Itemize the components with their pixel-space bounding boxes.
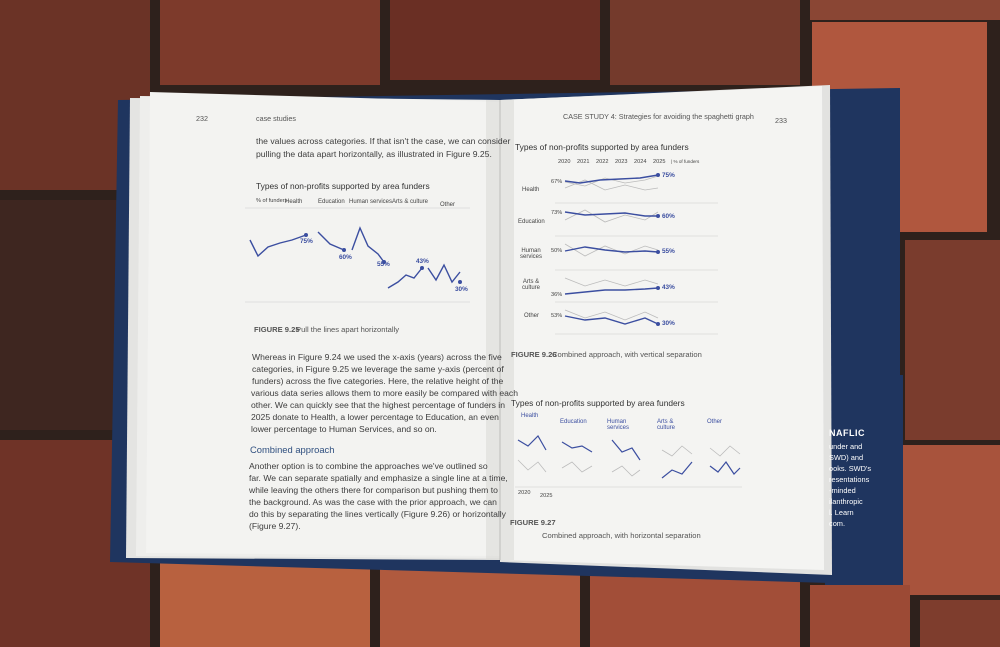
row-start-value: 36% xyxy=(551,292,563,298)
paragraph-line: while leaving the others there for comparison but pushing them to xyxy=(249,485,498,495)
y-axis-header: % of funders xyxy=(256,198,288,204)
paragraph-line: categories, in Figure 9.25 we leverage the same y-axis (percent of xyxy=(252,364,504,374)
cover-line: ilanthropic xyxy=(829,497,863,506)
category-label: Other xyxy=(440,202,456,208)
figure-925-caption: Pull the lines apart horizontally xyxy=(296,325,399,334)
paragraph-line: the background. As was the case with the prior approach, we can xyxy=(249,497,497,507)
value-label: 55% xyxy=(377,261,390,268)
row-end-value: 75% xyxy=(662,172,675,179)
paragraph-line: funders) across the five categories. Here, the relative height of the xyxy=(252,376,504,386)
figure-927-number: FIGURE 9.27 xyxy=(510,518,556,527)
paragraph-line: (Figure 9.27). xyxy=(249,521,301,531)
row-end-value: 60% xyxy=(662,213,675,220)
row-end-value: 43% xyxy=(662,284,675,291)
year-label: 2021 xyxy=(577,159,590,165)
category-label: Education xyxy=(560,419,587,425)
left-page-number: 232 xyxy=(196,114,208,123)
x-tick-label: 2020 xyxy=(518,490,531,496)
value-label: 75% xyxy=(300,238,313,245)
category-label: Human services xyxy=(349,199,393,205)
figure-927-title: Types of non-profits supported by area funders xyxy=(511,398,685,408)
row-category: Human services xyxy=(519,248,542,260)
paragraph-line: far. We can separate spatially and emphasize a single line at a time, xyxy=(249,473,508,483)
year-label: 2020 xyxy=(558,159,571,165)
paragraph-line: lower percentage to Human Services, and so on. xyxy=(251,424,437,434)
figure-926-title: Types of non-profits supported by area funders xyxy=(515,142,689,152)
right-running-head: CASE STUDY 4: Strategies for avoiding the spaghetti graph xyxy=(563,112,754,121)
paragraph-line: Another option is to combine the approaches we've outlined so xyxy=(249,461,488,471)
year-label: 2025 xyxy=(653,159,666,165)
author-name: NAFLIC xyxy=(829,428,865,438)
year-label: 2023 xyxy=(615,159,628,165)
year-label: 2024 xyxy=(634,159,647,165)
row-start-value: 53% xyxy=(551,313,563,319)
category-label: Arts & culture xyxy=(657,419,676,431)
cover-line: com. xyxy=(829,519,846,528)
left-running-head: case studies xyxy=(256,114,296,123)
cover-line: -minded xyxy=(829,486,856,495)
paragraph-line: Whereas in Figure 9.24 we used the x-axis (years) across the five xyxy=(252,352,502,362)
category-label: Education xyxy=(318,199,345,205)
value-label: 60% xyxy=(339,254,352,261)
row-start-value: 50% xyxy=(551,248,563,254)
category-label: Other xyxy=(707,419,723,425)
category-label: Human services xyxy=(607,419,630,431)
value-label: 43% xyxy=(416,258,429,265)
category-label: Health xyxy=(521,413,539,419)
paragraph-line: 2025 donate to Health, a lower percentage to Education, an even xyxy=(251,412,499,422)
row-category: Health xyxy=(522,187,540,193)
year-label: 2022 xyxy=(596,159,609,165)
year-note: | % of funders xyxy=(671,159,700,164)
category-label: Arts & culture xyxy=(392,199,429,205)
row-start-value: 73% xyxy=(551,210,563,216)
cover-line: SWD) and xyxy=(829,453,864,462)
section-heading: Combined approach xyxy=(250,444,335,455)
x-tick-label: 2025 xyxy=(540,493,553,499)
row-end-value: 55% xyxy=(662,248,675,255)
value-label: 30% xyxy=(455,286,468,293)
row-end-value: 30% xyxy=(662,320,675,327)
row-category: Other xyxy=(524,313,540,319)
intro-line: pulling the data apart horizontally, as illustrated in Figure 9.25. xyxy=(256,149,492,159)
paragraph-line: do this by separating the lines vertically (Figure 9.26) or horizontally xyxy=(249,509,506,519)
paragraph-line: various data series allows them to more easily be compared with each xyxy=(251,388,519,398)
row-category: Education xyxy=(518,219,545,225)
paragraph-line: other. We can quickly see that the highest percentage of funders in xyxy=(251,400,505,410)
cover-line: ooks. SWD's xyxy=(829,464,872,473)
figure-925-title: Types of non-profits supported by area funders xyxy=(256,181,430,191)
figure-927-caption: Combined approach, with horizontal separation xyxy=(542,531,701,540)
row-category: Arts & culture xyxy=(521,279,540,291)
cover-line: under and xyxy=(829,442,863,451)
category-label: Health xyxy=(285,199,303,205)
cover-line: resentations xyxy=(829,475,870,484)
figure-925-number: FIGURE 9.25 xyxy=(254,325,300,334)
right-page-number: 233 xyxy=(775,116,787,125)
figure-926-number: FIGURE 9.26 xyxy=(511,350,557,359)
intro-line: the values across categories. If that isn't the case, we can consider xyxy=(256,136,511,146)
cover-line: l. Learn xyxy=(829,508,854,517)
figure-926-caption: Combined approach, with vertical separation xyxy=(552,350,702,359)
row-start-value: 67% xyxy=(551,179,563,185)
